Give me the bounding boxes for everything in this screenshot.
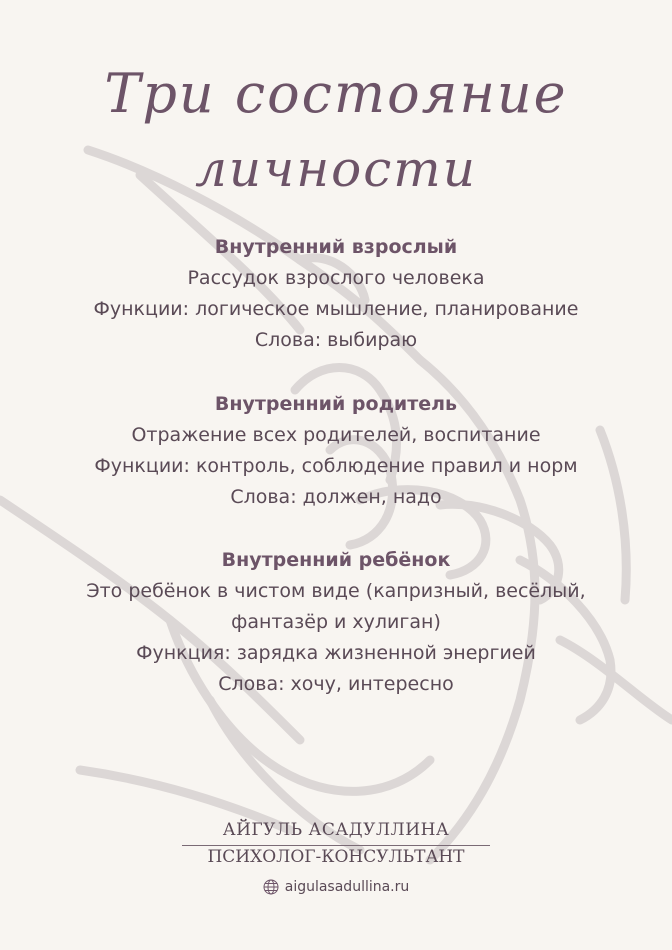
section-text: Функция: зарядка жизненной энергией	[136, 642, 536, 664]
section-heading: Внутренний ребёнок	[221, 549, 451, 571]
page-title-line-1: Три состояние	[104, 62, 568, 125]
section-inner-child	[0, 545, 672, 700]
website-url[interactable]: aigulasadullina.ru	[284, 879, 410, 895]
section-text: Слова: должен, надо	[230, 486, 442, 508]
section-inner-parent	[0, 389, 672, 513]
globe-icon	[263, 879, 279, 895]
footer-divider	[182, 845, 490, 846]
section-inner-adult	[0, 232, 672, 356]
section-heading: Внутренний родитель	[214, 393, 458, 415]
section-text: Слова: хочу, интересно	[218, 673, 454, 695]
section-heading: Внутренний взрослый	[214, 236, 458, 258]
section-text: Отражение всех родителей, воспитание	[131, 424, 541, 446]
author-name: АЙГУЛЬ АСАДУЛЛИНА	[222, 820, 450, 840]
author-title: ПСИХОЛОГ-КОНСУЛЬТАНТ	[207, 847, 465, 867]
section-text: Это ребёнок в чистом виде (капризный, весёлый,	[86, 580, 586, 602]
page-title-line-2: личности	[195, 140, 477, 198]
section-text: Функции: логическое мышление, планирование	[93, 298, 579, 320]
section-text: фантазёр и хулиган)	[231, 611, 441, 633]
section-text: Рассудок взрослого человека	[187, 267, 485, 289]
website-link[interactable]	[0, 879, 672, 895]
section-text: Функции: контроль, соблюдение правил и норм	[94, 455, 578, 477]
section-text: Слова: выбираю	[254, 329, 418, 351]
